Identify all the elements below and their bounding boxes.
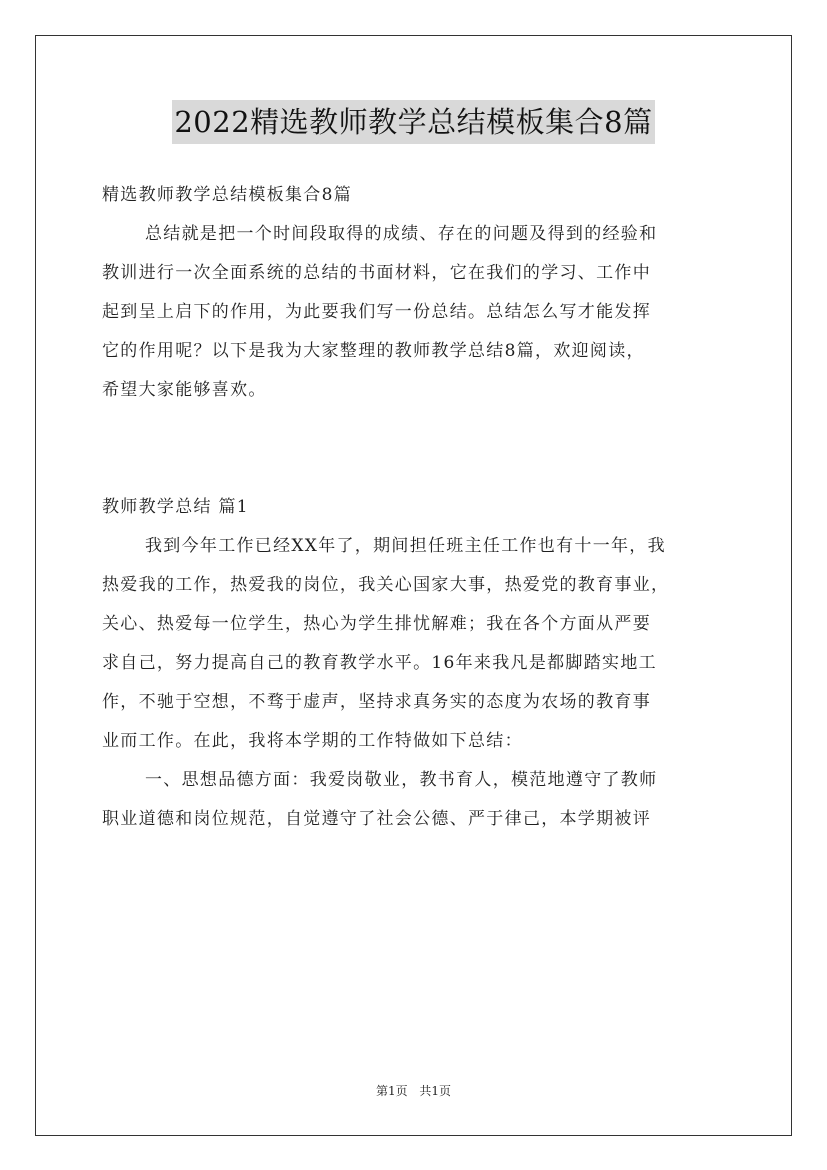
section-line: 热爱我的工作，热爱我的岗位，我关心国家大事，热爱党的教育事业， bbox=[102, 575, 670, 595]
section-line: 职业道德和岗位规范，自觉遵守了社会公德、严于律己，本学期被评 bbox=[102, 809, 651, 829]
section-line: 业而工作。在此，我将本学期的工作特做如下总结： bbox=[102, 731, 523, 751]
section-line: 求自己，努力提高自己的教育教学水平。16年来我凡是都脚踏实地工 bbox=[102, 653, 657, 673]
section-line: 一、思想品德方面：我爱岗敬业，教书育人，模范地遵守了教师 bbox=[145, 770, 658, 790]
section-title: 教师教学总结 篇1 bbox=[102, 497, 249, 517]
page-footer bbox=[0, 1082, 827, 1099]
section-line: 我到今年工作已经XX年了，期间担任班主任工作也有十一年，我 bbox=[145, 536, 666, 556]
document-subtitle: 精选教师教学总结模板集合8篇 bbox=[102, 185, 353, 205]
title-container bbox=[0, 100, 827, 144]
intro-line: 希望大家能够喜欢。 bbox=[102, 380, 267, 400]
section-line: 作，不驰于空想，不骛于虚声，坚持求真务实的态度为农场的教育事 bbox=[102, 692, 651, 712]
page-total: 共1页 bbox=[419, 1084, 452, 1098]
document-body bbox=[102, 176, 732, 839]
section-line: 关心、热爱每一位学生，热心为学生排忧解难；我在各个方面从严要 bbox=[102, 614, 651, 634]
paragraph-gap bbox=[102, 449, 732, 488]
intro-line: 总结就是把一个时间段取得的成绩、存在的问题及得到的经验和 bbox=[145, 224, 658, 244]
intro-line: 它的作用呢？以下是我为大家整理的教师教学总结8篇，欢迎阅读， bbox=[102, 341, 645, 361]
intro-line: 起到呈上启下的作用，为此要我们写一份总结。总结怎么写才能发挥 bbox=[102, 302, 651, 322]
paragraph-gap bbox=[102, 410, 732, 449]
document-title: 2022精选教师教学总结模板集合8篇 bbox=[172, 100, 654, 144]
page-number: 第1页 bbox=[375, 1084, 408, 1098]
intro-line: 教训进行一次全面系统的总结的书面材料，它在我们的学习、工作中 bbox=[102, 263, 651, 283]
